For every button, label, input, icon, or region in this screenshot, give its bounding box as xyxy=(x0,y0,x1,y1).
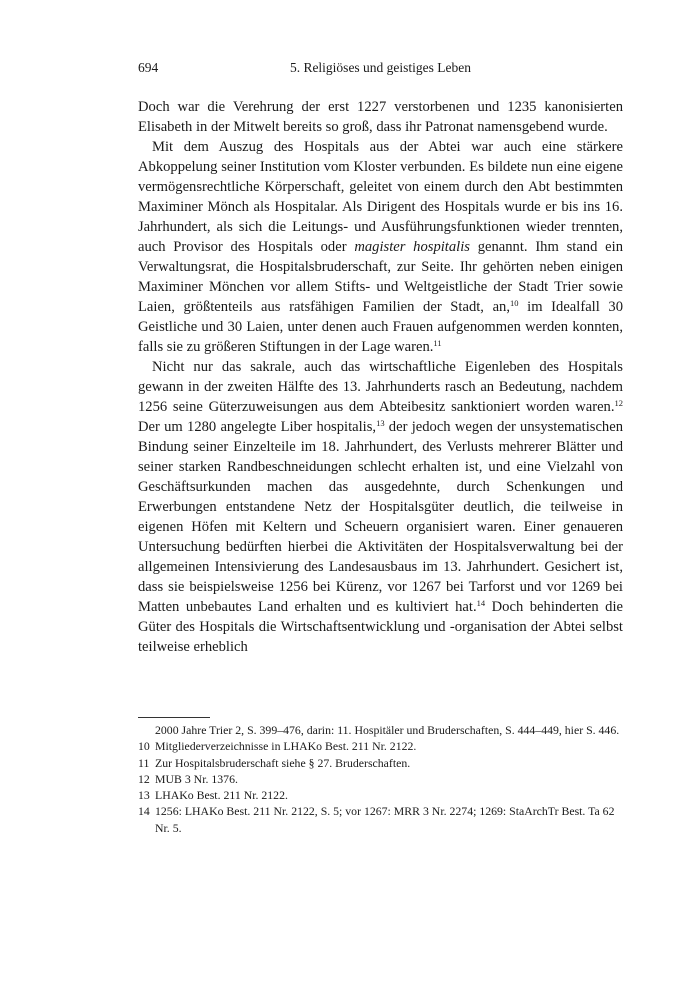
text-run: Nicht nur das sakrale, auch das wirtschaftliche Eigenleben des Hospitals gewann in der zweiten Hälfte des 13. Jahrhunderts rasch an Bedeutung, nachdem 1256 seine Güterzuweisungen aus dem Abteibesitz sanktioniert worden waren. xyxy=(138,359,623,415)
footnote-text: 2000 Jahre Trier 2, S. 399–476, darin: 11. Hospitäler und Bruderschaften, S. 444–449, hier S. 446. xyxy=(155,723,620,737)
footnote-text: MUB 3 Nr. 1376. xyxy=(155,771,238,786)
footnote xyxy=(138,755,623,771)
page-number: 694 xyxy=(138,60,159,75)
footnote-text: LHAKo Best. 211 Nr. 2122. xyxy=(155,788,288,803)
footnote-number: 12 xyxy=(138,771,150,786)
footnote-reference: 10 xyxy=(510,298,519,308)
text-run: der jedoch wegen der unsystematischen Bindung seiner Einzelteile im 18. Jahrhundert, des Verlusts mehrerer Blätter und seiner starken Randbeschneidungen schlecht erhalten ist, und eine Vielzahl von Geschäftsurkunden machen das ausgedehnte, durch Schenkungen und Erwerbungen entstandene Netz der Hospitalsgüter deutlich, die teilweise in eigenen Höfen mit Keltern und Scheuern organisiert waren. Einer genaueren Untersuchung bedürften hierbei die Aktivitäten der Hospitalsverwaltung bei der allgemeinen Intensivierung des Landesausbaus im 13. Jahrhundert. Gesichert ist, dass sie beispielsweise 1256 bei Kürenz, vor 1267 bei Tarforst und vor 1269 bei Matten unbebautes Land erhalten und es kultiviert hat. xyxy=(138,419,624,615)
text-run: im Idealfall 30 Geistliche und 30 Laien, unter denen auch Frauen aufgenommen werden konnten, falls sie zu größeren Stiftungen in der Lage waren. xyxy=(138,299,623,355)
footnote-number: 14 xyxy=(138,804,150,819)
footnote xyxy=(138,771,623,787)
body-text xyxy=(138,97,623,657)
paragraph xyxy=(138,357,623,657)
footnote xyxy=(138,722,623,738)
text-run: Der um 1280 angelegte Liber hospitalis, xyxy=(138,419,377,435)
footnote-text: Zur Hospitalsbruderschaft siehe § 27. Bruderschaften. xyxy=(155,755,411,770)
footnote-reference: 12 xyxy=(614,398,623,408)
footnotes xyxy=(138,722,623,836)
footnote xyxy=(138,803,623,836)
running-title: 5. Religiöses und geistiges Leben xyxy=(289,60,472,75)
footnote-text: 1256: LHAKo Best. 211 Nr. 2122, S. 5; vor 1267: MRR 3 Nr. 2274; 1269: StaArchTr Best. Ta 62 Nr. 5. xyxy=(155,804,615,835)
footnote-separator xyxy=(138,717,210,718)
footnote xyxy=(138,738,623,754)
text-run: Doch behinderten die Güter des Hospitals die Wirtschaftsentwicklung und -organisation der Abtei selbst teilweise erheblich xyxy=(138,599,623,655)
page-header xyxy=(138,60,623,80)
text-run: genannt. Ihm stand ein Verwaltungsrat, die Hospitalsbruderschaft, zur Seite. Ihr gehörten neben einigen Maximiner Mönchen vor allem Stifts- und Weltgeistliche der Stadt Trier sowie Laien, größtenteils aus ratsfähigen Familien der Stadt, an, xyxy=(138,239,623,315)
footnote-number: 13 xyxy=(138,788,150,803)
paragraph xyxy=(138,137,623,357)
footnote-number: 10 xyxy=(138,739,150,754)
footnote-reference: 14 xyxy=(476,598,486,608)
italic-term: magister hospitalis xyxy=(354,239,470,255)
footnote-reference: 11 xyxy=(433,338,442,348)
footnote-reference: 13 xyxy=(376,418,385,428)
text-run: Mit dem Auszug des Hospitals aus der Abtei war auch eine stärkere Abkoppelung seiner Institution vom Kloster verbunden. Es bildete nun eine eigene vermögensrechtliche Körperschaft, geleitet von einem durch den Abt bestimmten Maximiner Mönch als Hospitalar. Als Dirigent des Hospitals wurde er bis ins 16. Jahrhundert, als sich die Leitungs- und Ausführungsfunktionen wieder trennten, auch Provisor des Hospitals oder xyxy=(138,139,623,255)
footnote-number: 11 xyxy=(138,755,150,770)
footnote xyxy=(138,787,623,803)
footnote-text: Mitgliederverzeichnisse in LHAKo Best. 211 Nr. 2122. xyxy=(155,739,417,754)
text-run: Doch war die Verehrung der erst 1227 verstorbenen und 1235 kanonisierten Elisabeth in der Mitwelt bereits so groß, dass ihr Patronat namensgebend wurde. xyxy=(138,99,623,135)
paragraph xyxy=(138,97,623,137)
